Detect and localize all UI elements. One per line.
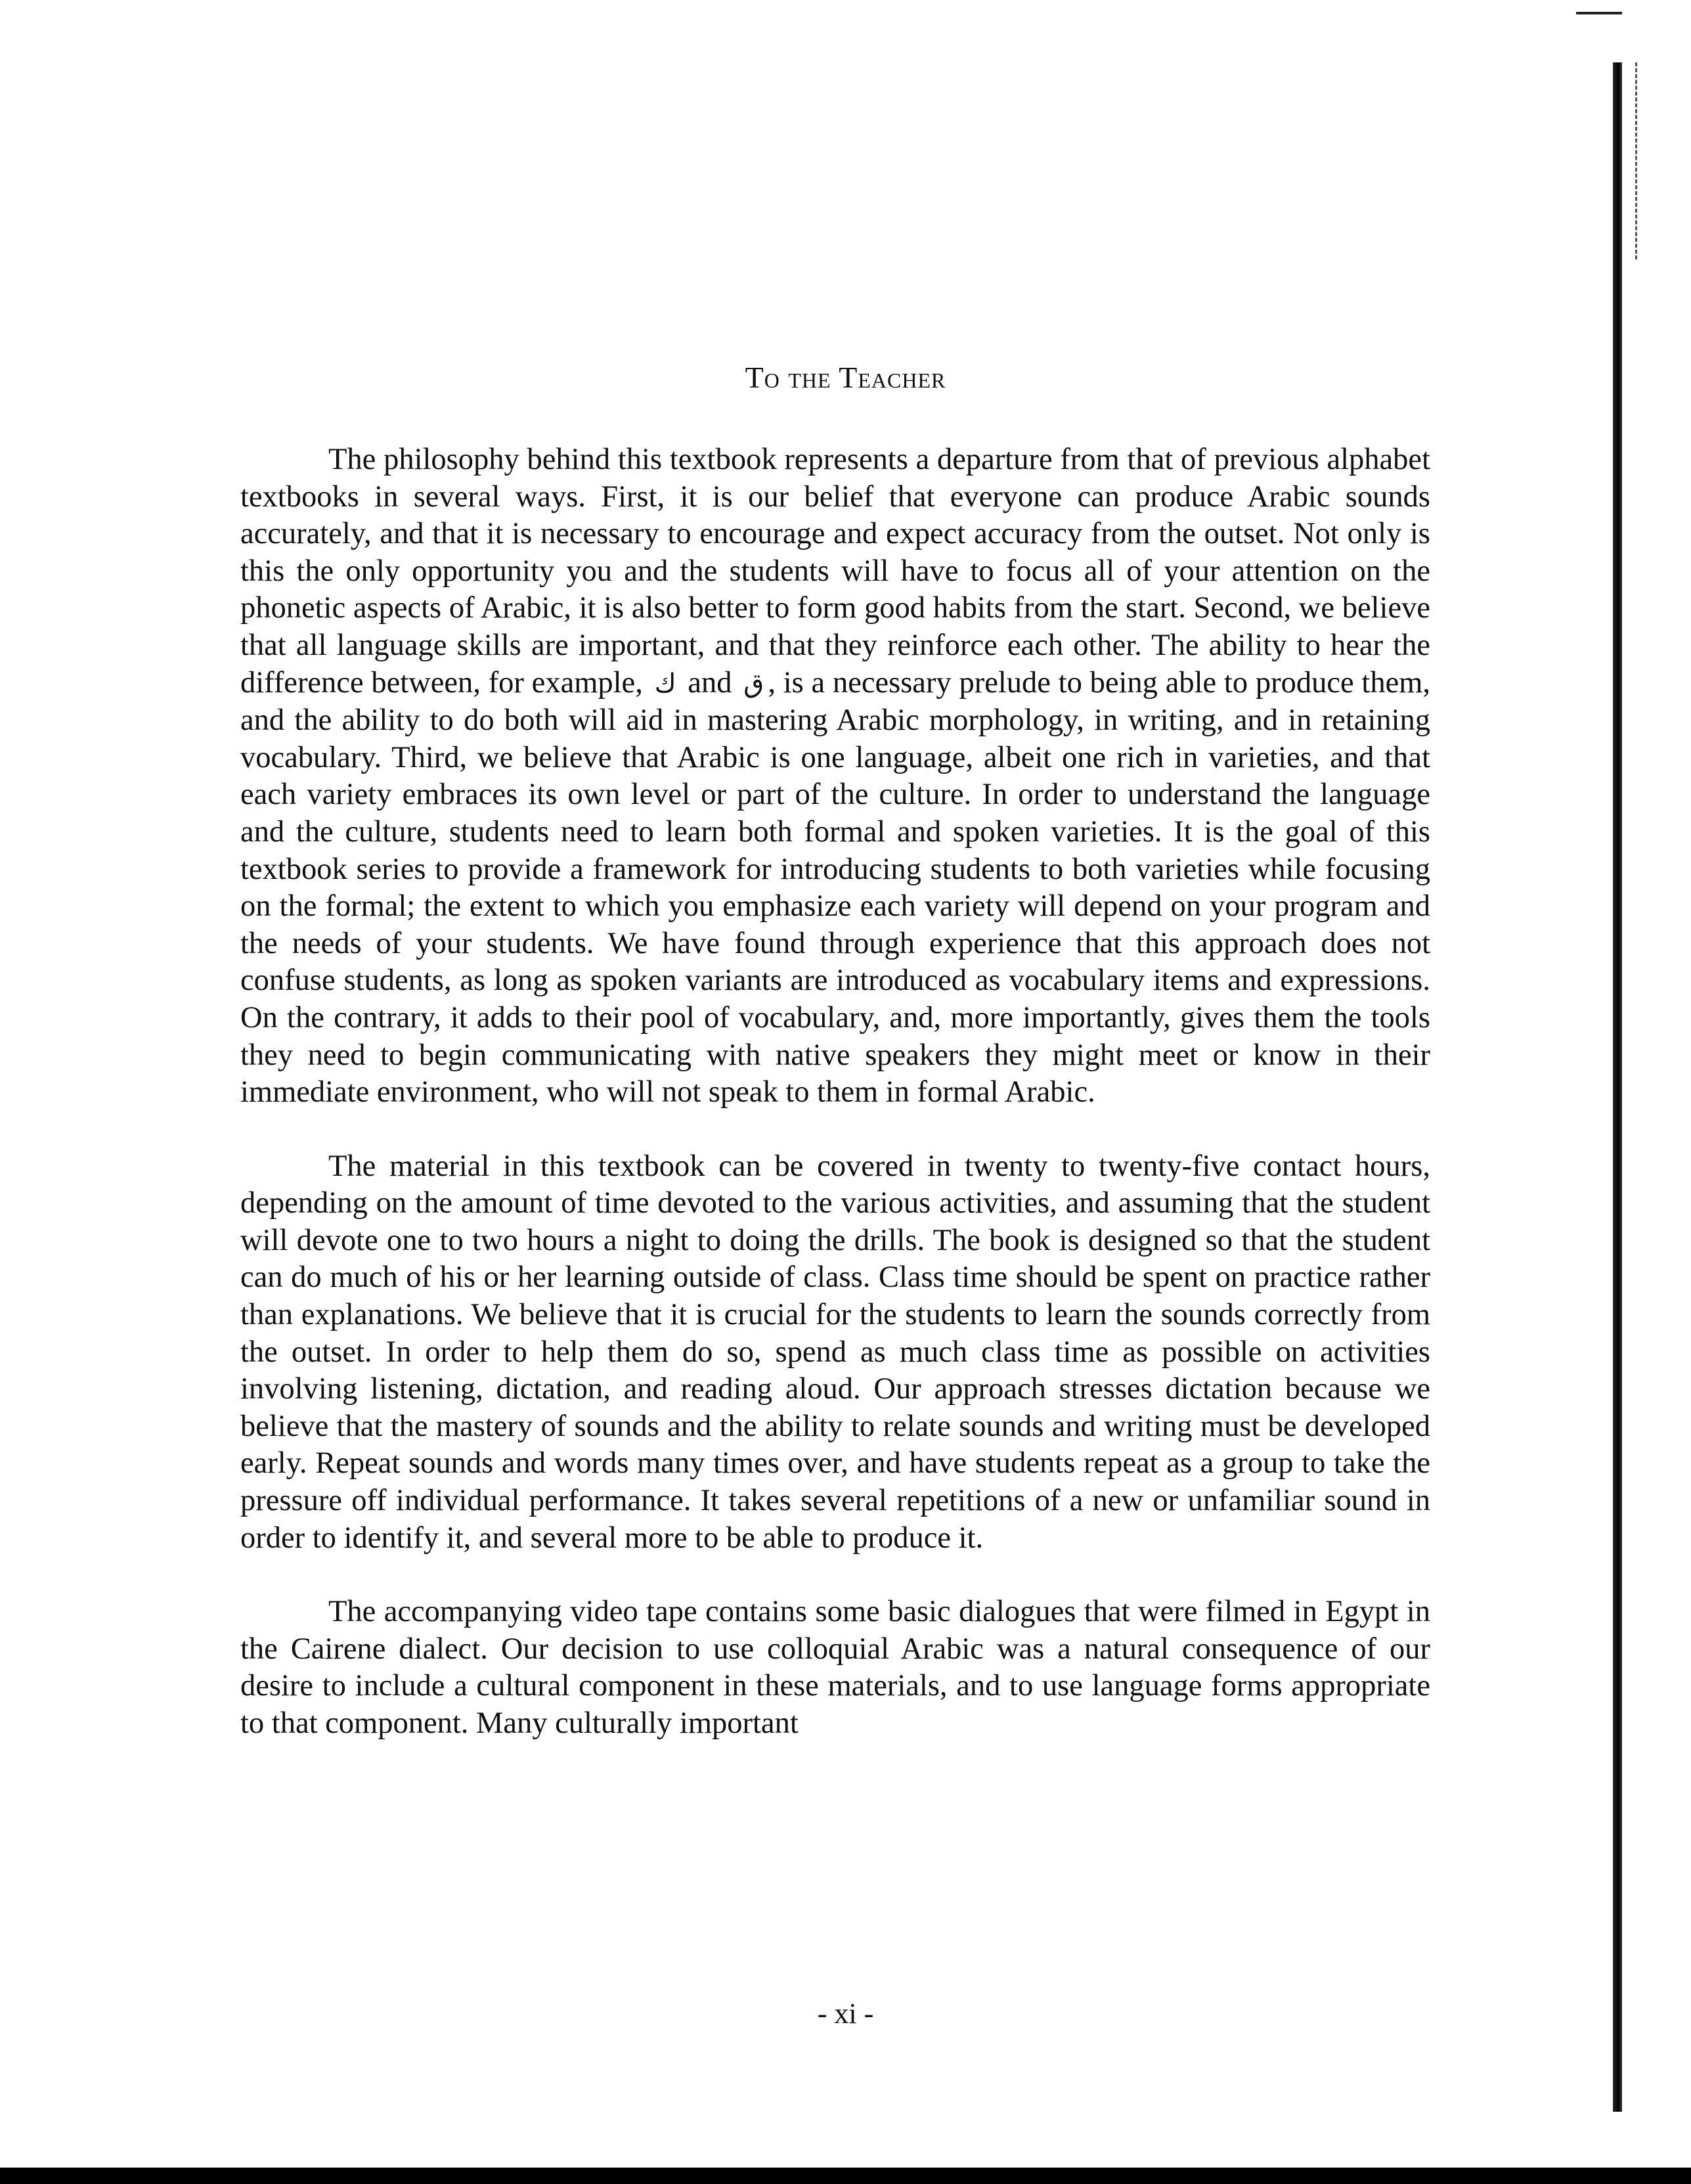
body-text — [240, 441, 1430, 1779]
arabic-letter-qaf: ق — [743, 668, 764, 699]
page-title — [0, 360, 1691, 395]
title-initial-t2: T — [839, 361, 858, 394]
page-number: - xi - — [817, 1997, 874, 2030]
paragraph-1-part-a: The philosophy behind this textbook represents a departure from that of previous alphabet textbooks in several ways. First, it is our belief that everyone can produce Arabic sounds accurately, and that it is necessary to encourage and expect accuracy from the outset. Not only is this the only opportunity you and the students will have to focus all of your attention on the phonetic aspects of Arabic, it is also better to form good habits from the start. Second, we believe that all language skills are important, and that they reinforce each other. The ability to hear the difference between, for example, — [240, 443, 1430, 700]
title-word-teacher: eacher — [858, 361, 946, 394]
paragraph-3: The accompanying video tape contains some basic dialogues that were filmed in Egypt in the Cairene dialect. Our decision to use colloquial Arabic was a natural consequence of our desire to include a cultural component in these materials, and to use language forms appropriate to that component. Many culturally important — [240, 1595, 1430, 1740]
arabic-letter-kaf: ك — [654, 668, 676, 699]
corner-mark — [1576, 12, 1622, 14]
binding-ticks — [1635, 62, 1640, 259]
paragraph-1-part-b: , is a necessary prelude to being able to produce them, and the ability to do both will aid in mastering Arabic morphology, in writing, and in retaining vocabulary. Third, we believe that Arabic is one language, albeit one rich in varieties, and that each variety embraces its own level or part of the culture. In order to understand the language and the culture, students need to learn both formal and spoken varieties. It is the goal of this textbook series to provide a framework for introducing students to both varieties while focusing on the formal; the extent to which you emphasize each variety will depend on your program and the needs of your students. We have found through experience that this approach does not confuse students, as long as spoken variants are introduced as vocabulary items and expressions. On the contrary, it adds to their pool of vocabulary, and, more importantly, gives them the tools they need to begin communicating with native speakers they might meet or know in their immediate environment, who will not speak to them in formal Arabic. — [240, 665, 1431, 1109]
title-initial-t: T — [745, 361, 764, 394]
title-word-the: the — [788, 361, 831, 394]
bottom-rule — [0, 2168, 1691, 2184]
paragraph-1 — [240, 441, 1430, 1111]
paragraph-2: The material in this textbook can be covered in twenty to twenty-five contact hours, depending on the amount of time devoted to the various activities, and assuming that the student will devote one to two hours a night to doing the drills. The book is designed so that the student can do much of his or her learning outside of class. Class time should be spent on practice rather than explanations. We believe that it is crucial for the students to learn the sounds correctly from the outset. In order to help them do so, spend as much class time as possible on activities involving listening, dictation, and reading aloud. Our approach stresses dictation because we believe that the mastery of sounds and the ability to relate sounds and writing must be developed early. Repeat sounds and words many times over, and have students repeat as a group to take the pressure off individual performance. It takes several repetitions of a new or unfamiliar sound in order to identify it, and several more to be able to produce it. — [240, 1149, 1430, 1555]
title-word-to: o — [764, 361, 780, 394]
paragraph-1-and: and — [688, 665, 732, 700]
